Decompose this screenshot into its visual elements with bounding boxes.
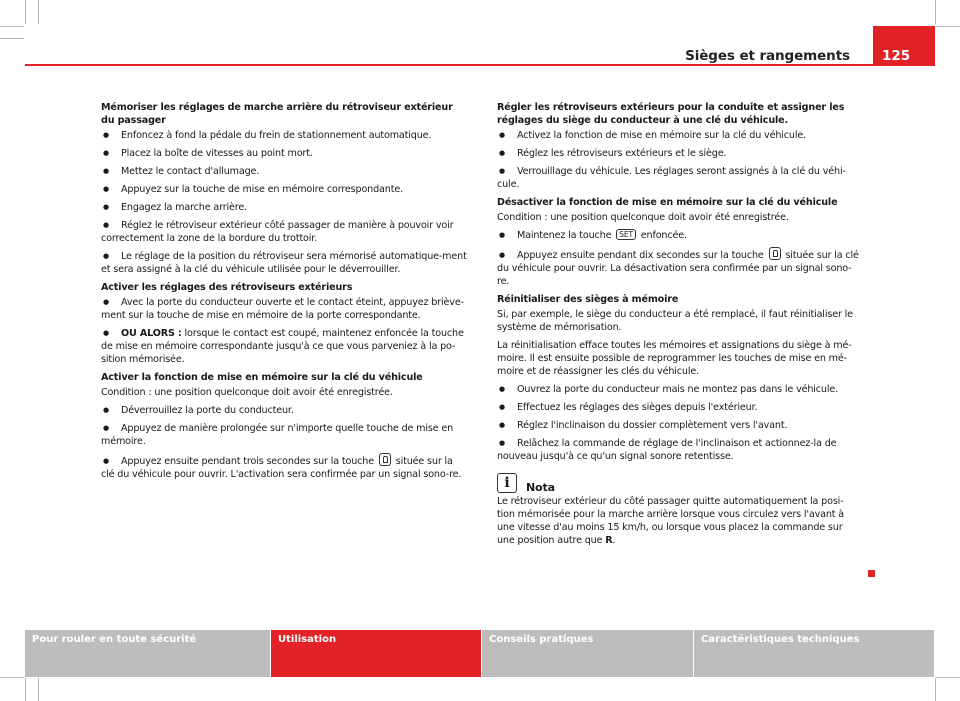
bullet-text: Réglez l'inclinaison du dossier complètement vers l'avant. bbox=[517, 420, 788, 431]
paragraph: Condition : une position quelconque doit avoir été enregistrée. bbox=[497, 212, 789, 223]
bullet-icon: ● bbox=[499, 403, 505, 411]
crop-mark bbox=[936, 26, 960, 27]
bullet-item bbox=[497, 383, 859, 396]
bullet-icon: ● bbox=[103, 406, 109, 414]
bullet-item bbox=[101, 183, 467, 196]
bullet-icon: ● bbox=[103, 457, 109, 465]
bullet-item bbox=[497, 129, 859, 142]
bullet-text: Le réglage de la position du rétroviseur sera mémorisé automatique-ment et sera assigné à la clé du véhicule utilisée pour le déverrouiller. bbox=[101, 251, 467, 275]
crop-mark bbox=[935, 678, 936, 701]
section-heading: Réinitialiser des sièges à mémoire bbox=[497, 294, 679, 305]
bullet-item bbox=[101, 296, 467, 322]
left-column bbox=[101, 101, 467, 486]
note-text-body: Le rétroviseur extérieur du côté passager quitte automatiquement la posi-tion mémorisée pour la marche arrière lorsque vous circulez vers l'avant à une vitesse d'au moins 15 km/h, ou lorsque vous placez la commande sur une position autre que bbox=[497, 496, 845, 546]
bullet-item bbox=[101, 250, 467, 276]
crop-mark bbox=[25, 678, 26, 701]
bullet-text: Maintenez la touche bbox=[517, 230, 615, 241]
bullet-text: Verrouillage du véhicule. Les réglages seront assignés à la clé du véhi-cule. bbox=[497, 166, 846, 190]
bullet-item bbox=[101, 165, 467, 178]
header-rule bbox=[25, 64, 935, 66]
section-heading: Mémoriser les réglages de marche arrière du rétroviseur extérieur du passager bbox=[101, 102, 453, 126]
crop-mark bbox=[38, 0, 39, 24]
bullet-item bbox=[101, 422, 467, 448]
bullet-text: située sur la clé du véhicule pour ouvrir. La désactivation sera confirmée par un signal sono-re. bbox=[497, 250, 859, 287]
bullet-text: enfoncée. bbox=[637, 230, 687, 241]
note-title: Nota bbox=[526, 481, 555, 494]
bullet-text: située sur la clé du véhicule pour ouvrir. L'activation sera confirmée par un signal sono-re. bbox=[101, 456, 462, 480]
section-heading: Activer la fonction de mise en mémoire sur la clé du véhicule bbox=[101, 372, 423, 383]
page-number: 125 bbox=[873, 26, 935, 64]
bullet-icon: ● bbox=[103, 131, 109, 139]
page-title: Sièges et rangements bbox=[685, 48, 850, 64]
set-key-label: SET bbox=[616, 229, 636, 240]
crop-mark bbox=[935, 0, 936, 24]
unlock-key-icon bbox=[379, 453, 391, 466]
crop-mark bbox=[0, 677, 24, 678]
paragraph: La réinitialisation efface toutes les mémoires et assignations du siège à mé-moire. Il est ensuite possible de reprogrammer les touches de mise en mé-moire et de réassigner les clés du véhicule. bbox=[497, 340, 852, 377]
bullet-text: Effectuez les réglages des sièges depuis l'extérieur. bbox=[517, 402, 758, 413]
footer-tab-conseils[interactable]: Conseils pratiques bbox=[482, 630, 693, 677]
bullet-item bbox=[101, 129, 467, 142]
bullet-icon: ● bbox=[499, 231, 505, 239]
bullet-item bbox=[497, 147, 859, 160]
bullet-item bbox=[497, 229, 859, 242]
section-heading: Activer les réglages des rétroviseurs extérieurs bbox=[101, 282, 353, 293]
bullet-text: Appuyez ensuite pendant dix secondes sur la touche bbox=[517, 250, 767, 261]
bullet-text: Déverrouillez la porte du conducteur. bbox=[121, 405, 294, 416]
paragraph: Si, par exemple, le siège du conducteur a été remplacé, il faut réinitialiser le système de mémorisation. bbox=[497, 309, 853, 333]
bullet-text: Avec la porte du conducteur ouverte et le contact éteint, appuyez briève-ment sur la touche de mise en mémoire de la porte correspondante. bbox=[101, 297, 464, 321]
bullet-item bbox=[101, 453, 467, 481]
bullet-text: Placez la boîte de vitesses au point mort. bbox=[121, 148, 313, 159]
section-heading: Désactiver la fonction de mise en mémoire sur la clé du véhicule bbox=[497, 197, 838, 208]
bullet-text: Appuyez ensuite pendant trois secondes sur la touche bbox=[121, 456, 377, 467]
bullet-item bbox=[497, 437, 859, 463]
bullet-item bbox=[497, 401, 859, 414]
bullet-item bbox=[101, 404, 467, 417]
note-header bbox=[497, 473, 859, 495]
bullet-text: lorsque le contact est coupé, maintenez enfoncée la touche de mise en mémoire correspondante jusqu'à ce que vous parveniez à la po-sition mémorisée. bbox=[101, 328, 464, 365]
bullet-icon: ● bbox=[499, 131, 505, 139]
right-column bbox=[497, 101, 859, 552]
footer-tab-securite[interactable]: Pour rouler en toute sécurité bbox=[25, 630, 270, 677]
bullet-item bbox=[101, 327, 467, 366]
bullet-icon: ● bbox=[499, 251, 505, 259]
bullet-icon: ● bbox=[103, 185, 109, 193]
info-icon: i bbox=[497, 473, 517, 493]
note-text bbox=[497, 495, 859, 547]
bullet-icon: ● bbox=[103, 221, 109, 229]
crop-mark bbox=[38, 678, 39, 701]
bullet-item bbox=[101, 201, 467, 214]
note-text-end: . bbox=[612, 535, 616, 546]
bullet-item bbox=[101, 147, 467, 160]
bullet-icon: ● bbox=[103, 329, 109, 337]
bullet-icon: ● bbox=[103, 424, 109, 432]
bullet-text: Ouvrez la porte du conducteur mais ne montez pas dans le véhicule. bbox=[517, 384, 839, 395]
bullet-text: Enfoncez à fond la pédale du frein de stationnement automatique. bbox=[121, 130, 432, 141]
crop-mark bbox=[936, 677, 960, 678]
bullet-text: Relâchez la commande de réglage de l'inclinaison et actionnez-la de nouveau jusqu'à ce qu'un signal sonore retentisse. bbox=[497, 438, 837, 462]
bullet-item bbox=[497, 419, 859, 432]
bullet-icon: ● bbox=[499, 149, 505, 157]
end-of-section-mark bbox=[868, 570, 875, 577]
bullet-icon: ● bbox=[499, 385, 505, 393]
bullet-icon: ● bbox=[103, 167, 109, 175]
footer-tab-utilisation[interactable]: Utilisation bbox=[271, 630, 481, 677]
bullet-icon: ● bbox=[499, 439, 505, 447]
bullet-text: Appuyez sur la touche de mise en mémoire correspondante. bbox=[121, 184, 403, 195]
bullet-text: Engagez la marche arrière. bbox=[121, 202, 247, 213]
footer-nav bbox=[25, 630, 935, 677]
crop-mark bbox=[0, 26, 24, 27]
footer-tab-caracteristiques[interactable]: Caractéristiques techniques bbox=[694, 630, 934, 677]
bullet-icon: ● bbox=[103, 203, 109, 211]
bullet-icon: ● bbox=[103, 298, 109, 306]
bullet-text: Activez la fonction de mise en mémoire sur la clé du véhicule. bbox=[517, 130, 807, 141]
bullet-text-bold: OU ALORS : bbox=[121, 328, 182, 339]
section-heading: Régler les rétroviseurs extérieurs pour la conduite et assigner les réglages du siège du conducteur à une clé du véhicule. bbox=[497, 102, 845, 126]
bullet-text: Réglez les rétroviseurs extérieurs et le siège. bbox=[517, 148, 727, 159]
paragraph: Condition : une position quelconque doit avoir été enregistrée. bbox=[101, 387, 393, 398]
bullet-text: Appuyez de manière prolongée sur n'importe quelle touche de mise en mémoire. bbox=[101, 423, 454, 447]
bullet-item bbox=[497, 165, 859, 191]
bullet-icon: ● bbox=[103, 252, 109, 260]
unlock-key-icon bbox=[769, 247, 781, 260]
bullet-icon: ● bbox=[499, 167, 505, 175]
note-text-bold: R bbox=[605, 535, 613, 546]
crop-mark bbox=[25, 0, 26, 24]
bullet-item bbox=[497, 247, 859, 288]
bullet-text: Réglez le rétroviseur extérieur côté passager de manière à pouvoir voir correctement la zone de la bordure du trottoir. bbox=[101, 220, 454, 244]
bullet-item bbox=[101, 219, 467, 245]
crop-mark bbox=[0, 38, 24, 39]
bullet-text: Mettez le contact d'allumage. bbox=[121, 166, 260, 177]
bullet-icon: ● bbox=[103, 149, 109, 157]
bullet-icon: ● bbox=[499, 421, 505, 429]
